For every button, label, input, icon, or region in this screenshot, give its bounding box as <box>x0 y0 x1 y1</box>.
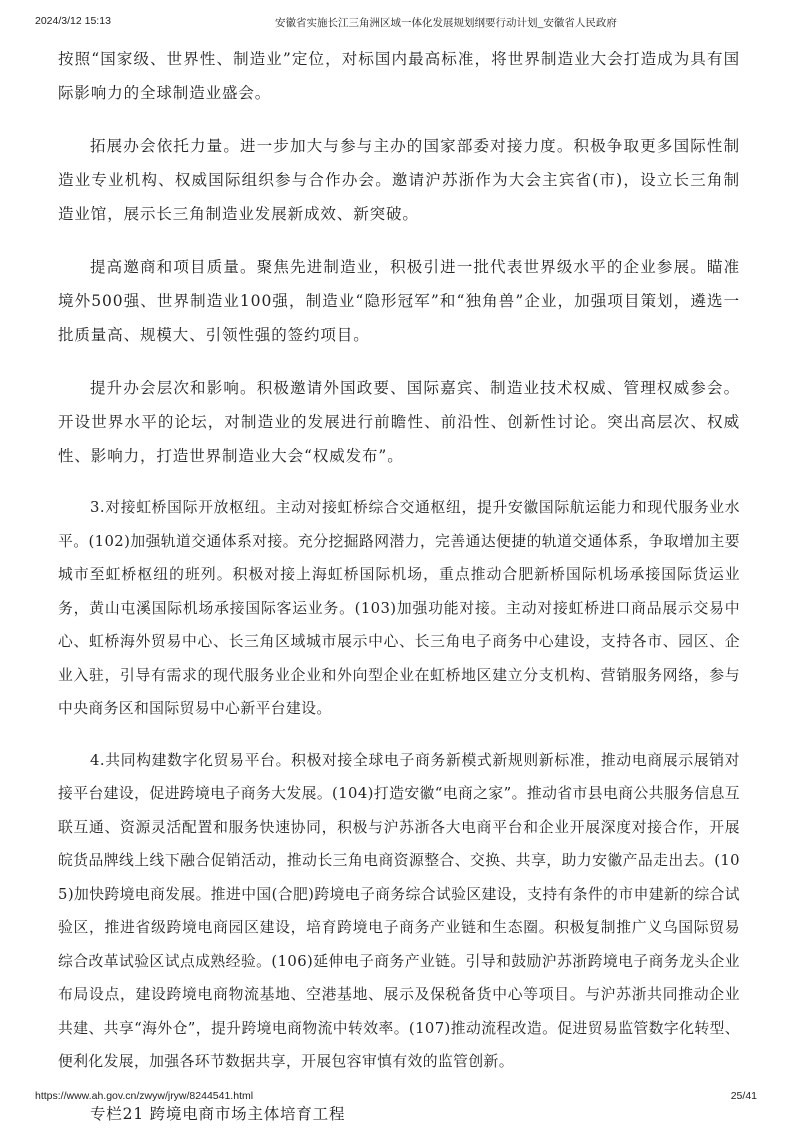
print-datetime: 2024/3/12 15:13 <box>35 15 111 27</box>
page-title: 安徽省实施长江三角洲区域一体化发展规划纲要行动计划_安徽省人民政府 <box>275 17 617 29</box>
paragraph-6: 4.共同构建数字化贸易平台。积极对接全球电子商务新模式新规则新标准，推动电商展示展销对接平台建设，促进跨境电子商务大发展。(104)打造安徽“电商之家”。推动省市县电商公共服务信息互联互通、资源灵活配置和服务快速协同，积极与沪苏浙各大电商平台和企业开展深度对接合作，开展皖货品牌线上线下融合促销活动，推动长三角电商资源整合、交换、共享，助力安徽产品走出去。(105)加快跨境电商发展。推进中国(合肥)跨境电子商务综合试验区建设，支持有条件的市申建新的综合试验区，推进省级跨境电商园区建设，培育跨境电子商务产业链和生态圈。积极复制推广义乌国际贸易综合改革试验区试点成熟经验。(106)延伸电子商务产业链。引导和鼓励沪苏浙跨境电子商务龙头企业布局设点，建设跨境电商物流基地、空港基地、展示及保税备货中心等项目。与沪苏浙共同推动企业共建、共享“海外仓”，提升跨境电商物流中转效率。(107)推动流程改造。促进贸易监管数字化转型、便利化发展，加强各环节数据共享，开展包容审慎有效的监管创新。 <box>58 751 740 1070</box>
page-number: 25/41 <box>730 1090 757 1102</box>
paragraph-2: 拓展办会依托力量。进一步加大与参与主办的国家部委对接力度。积极争取更多国际性制造业专业机构、权威国际组织参与合作办会。邀请沪苏浙作为大会主宾省(市)，设立长三角制造业馆，展示长三角制造业发展新成效、新突破。 <box>58 137 740 223</box>
paragraph-3: 提高邀商和项目质量。聚焦先进制造业，积极引进一批代表世界级水平的企业参展。瞄准境外500强、世界制造业100强，制造业“隐形冠军”和“独角兽”企业，加强项目策划，遴选一批质量高、规模大、引领性强的签约项目。 <box>58 258 740 344</box>
column-title: 专栏21 跨境电商市场主体培育工程 <box>90 1104 346 1123</box>
paragraph-5: 3.对接虹桥国际开放枢纽。主动对接虹桥综合交通枢纽，提升安徽国际航运能力和现代服务业水平。(102)加强轨道交通体系对接。充分挖掘路网潜力，完善通达便捷的轨道交通体系，争取增加主要城市至虹桥枢纽的班列。积极对接上海虹桥国际机场，重点推动合肥新桥国际机场承接国际货运业务，黄山屯溪国际机场承接国际客运业务。(103)加强功能对接。主动对接虹桥进口商品展示交易中心、虹桥海外贸易中心、长三角区域城市展示中心、长三角电子商务中心建设，支持各市、园区、企业入驻，引导有需求的现代服务业企业和外向型企业在虹桥地区建立分支机构、营销服务网络，参与中央商务区和国际贸易中心新平台建设。 <box>58 499 740 717</box>
paragraph-1: 按照“国家级、世界性、制造业”定位，对标国内最高标准，将世界制造业大会打造成为具有国际影响力的全球制造业盛会。 <box>58 50 740 102</box>
source-url-link[interactable]: https://www.ah.gov.cn/zwyw/jryw/8244541.html <box>35 1090 254 1102</box>
paragraph-4: 提升办会层次和影响。积极邀请外国政要、国际嘉宾、制造业技术权威、管理权威参会。开设世界水平的论坛，对制造业的发展进行前瞻性、前沿性、创新性讨论。突出高层次、权威性、影响力，打造世界制造业大会“权威发布”。 <box>58 379 740 465</box>
document-body <box>58 42 740 1131</box>
